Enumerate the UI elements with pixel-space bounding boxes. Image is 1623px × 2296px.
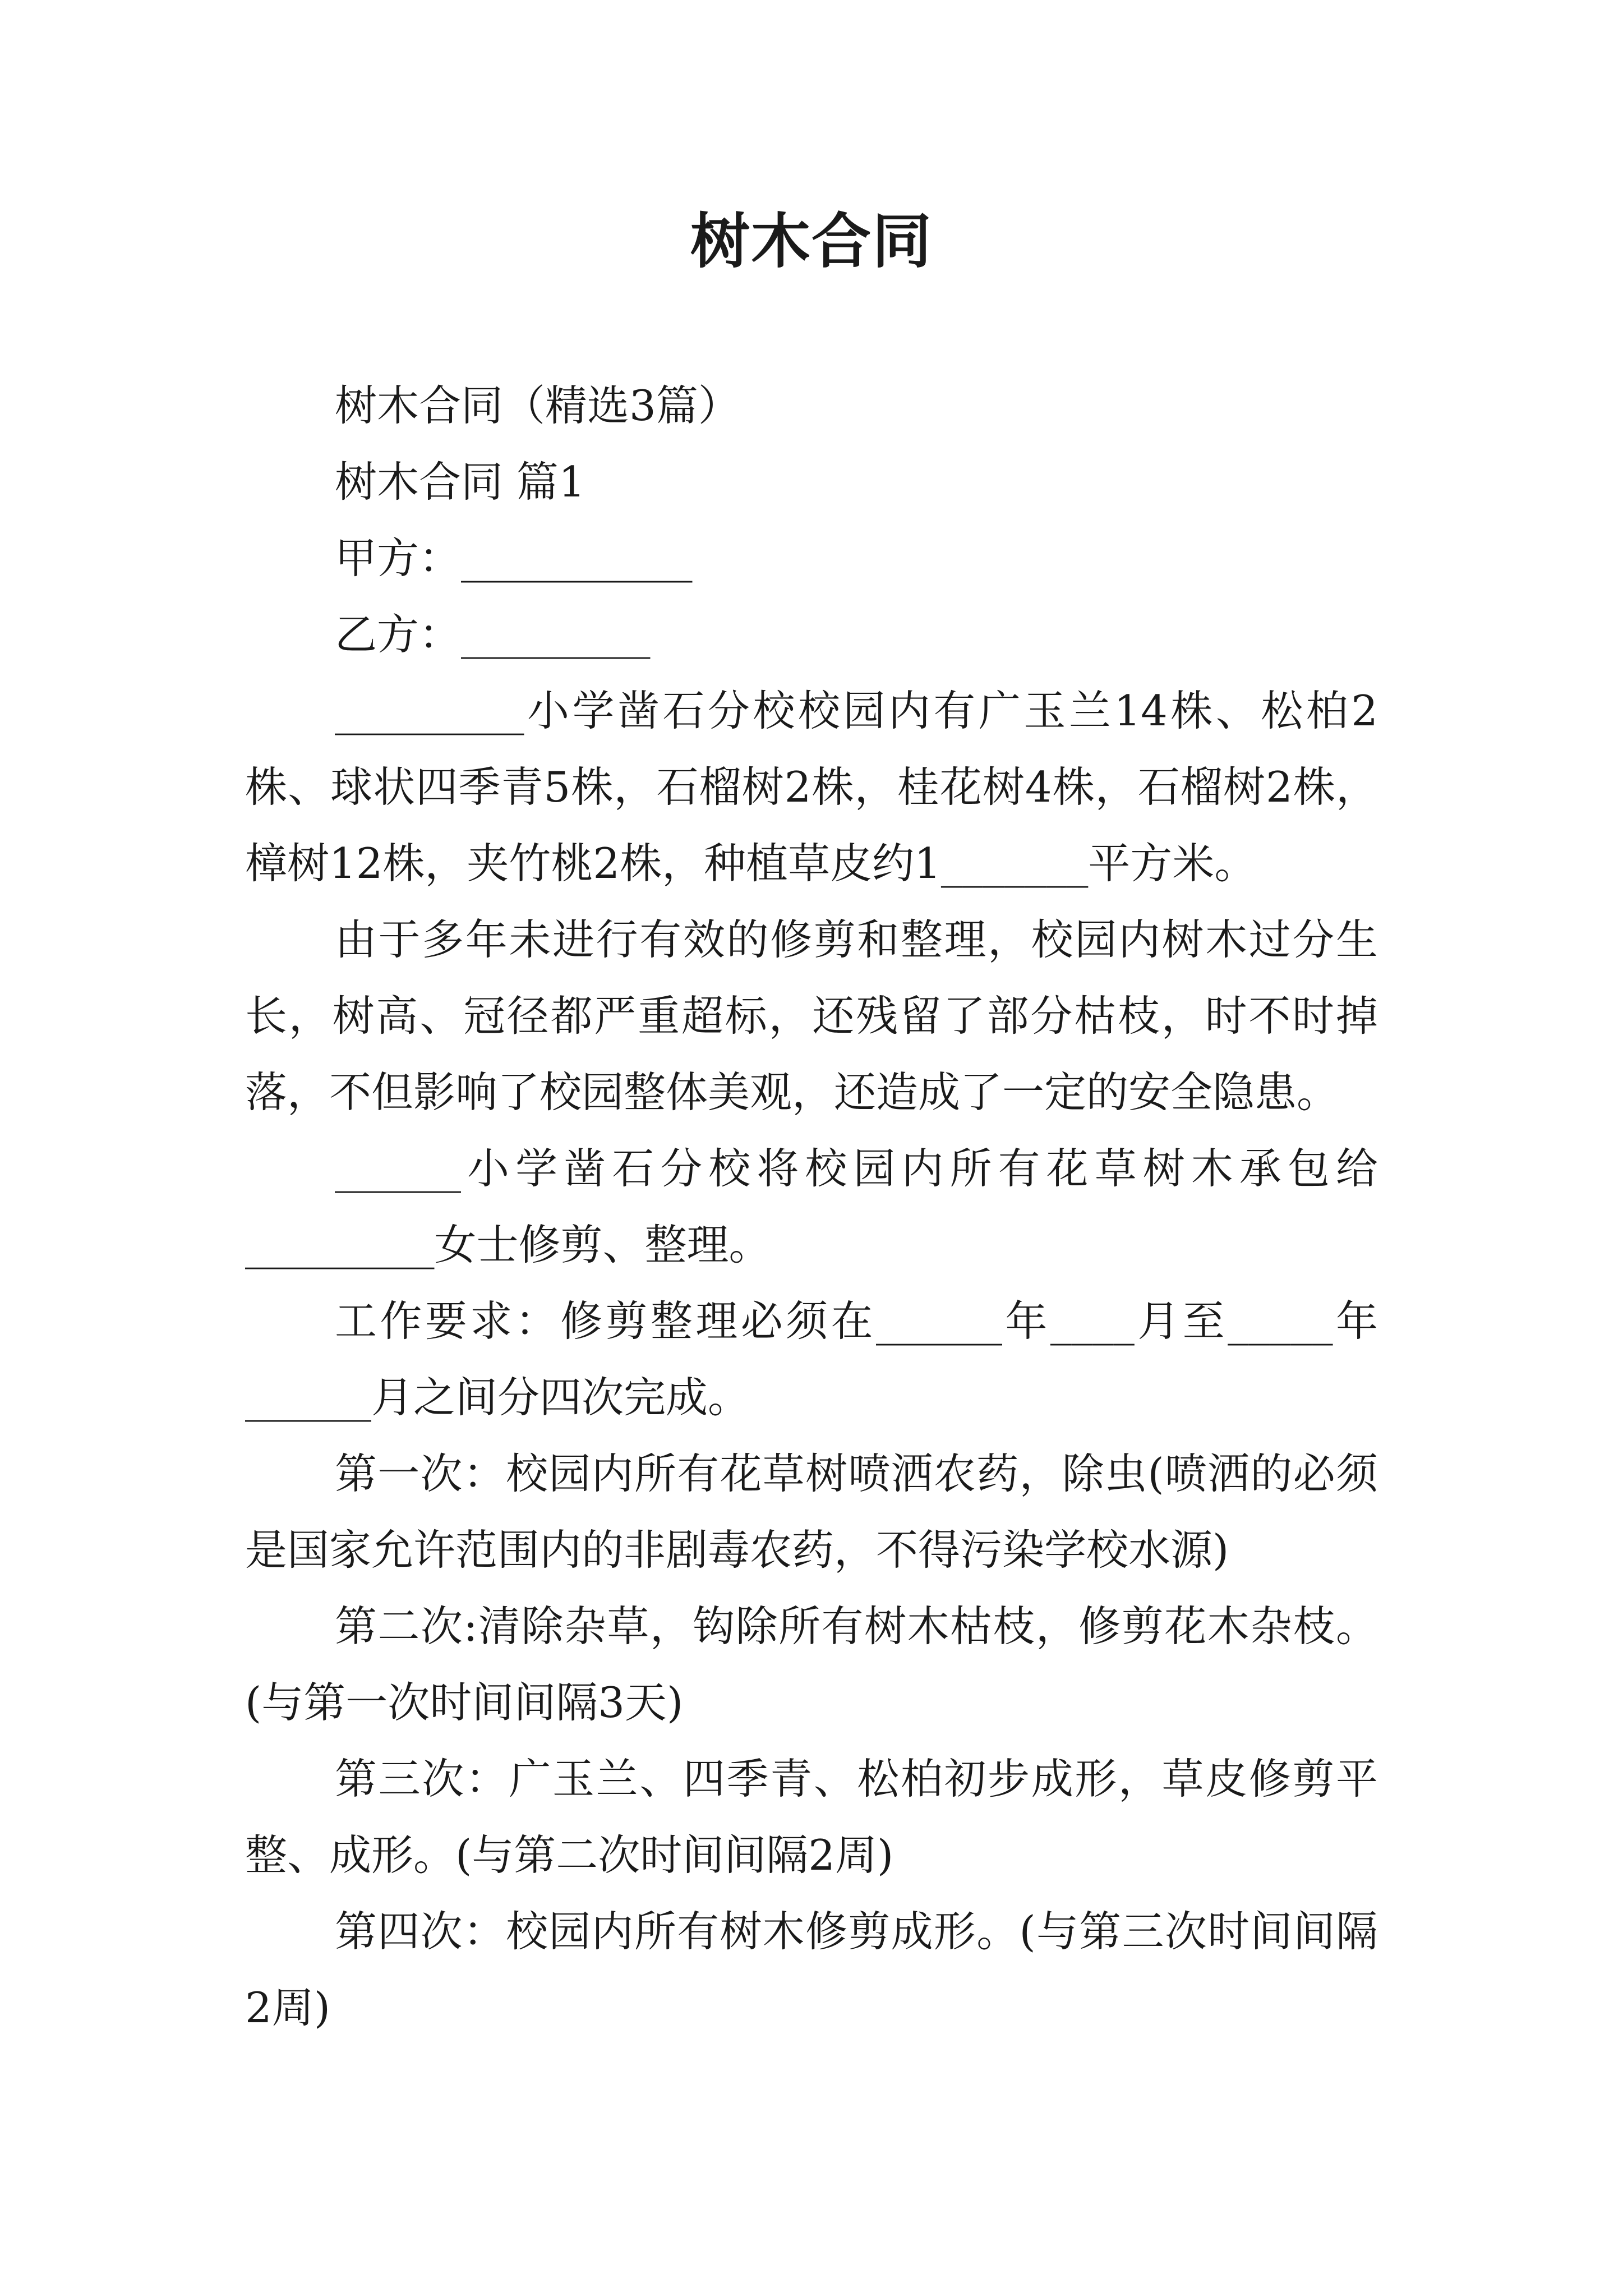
paragraph-step-1: 第一次：校园内所有花草树喷洒农药，除虫(喷洒的必须是国家允许范围内的非剧毒农药，不得污染学校水源) (245, 1449, 1378, 1575)
paragraph-tree-inventory: _________小学凿石分校校园内有广玉兰14株、松柏2株、球状四季青5株，石榴树2株，桂花树4株，石榴树2株，樟树12株，夹竹桃2株，种植草皮约1_______平方米。 (245, 686, 1378, 888)
document-body (245, 367, 1378, 2046)
paragraph-work-requirements: 工作要求：修剪整理必须在______年____月至_____年______月之间分四次完成。 (245, 1296, 1378, 1422)
paragraph-step-3: 第三次：广玉兰、四季青、松柏初步成形，草皮修剪平整、成形。(与第二次时间间隔2周) (245, 1754, 1378, 1880)
paragraph-party-b: 乙方：_________ (335, 610, 651, 659)
paragraph-step-2: 第二次:清除杂草，钩除所有树木枯枝，修剪花木杂枝。(与第一次时间间隔3天) (245, 1602, 1378, 1727)
paragraph-step-4: 第四次：校园内所有树木修剪成形。(与第三次时间间隔2周) (245, 1907, 1378, 2032)
document-title: 树木合同 (690, 206, 933, 276)
paragraph-subtitle: 树木合同（精选3篇） (335, 381, 740, 430)
paragraph-party-a: 甲方：___________ (335, 533, 693, 583)
paragraph-background: 由于多年未进行有效的修剪和整理，校园内树木过分生长，树高、冠径都严重超标，还残留了部分枯枝，时不时掉落，不但影响了校园整体美观，还造成了一定的安全隐患。 (245, 915, 1378, 1117)
paragraph-contracting: ______小学凿石分校将校园内所有花草树木承包给_________女士修剪、整理。 (245, 1144, 1378, 1269)
paragraph-section-heading: 树木合同 篇1 (335, 457, 585, 507)
